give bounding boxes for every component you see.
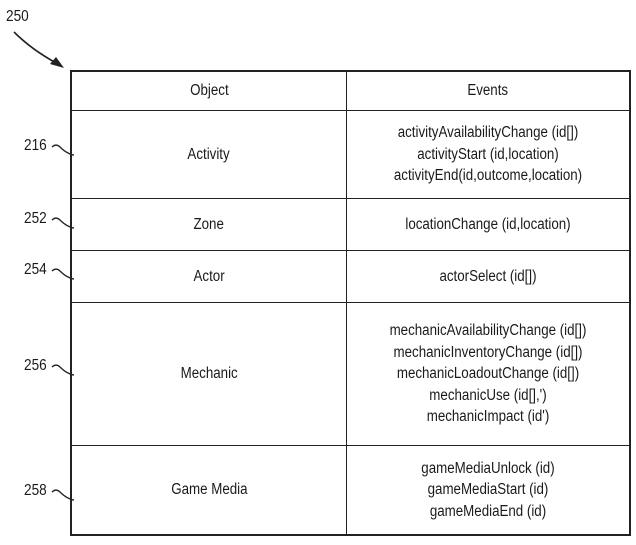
event-item: locationChange (id,location) bbox=[405, 215, 571, 233]
header-object bbox=[71, 71, 347, 111]
events-cell bbox=[347, 303, 630, 446]
event-item: mechanicUse (id[],') bbox=[429, 386, 547, 404]
header-row bbox=[71, 71, 630, 111]
object-name: Zone bbox=[193, 215, 225, 233]
object-cell bbox=[71, 199, 347, 251]
object-name: Activity bbox=[187, 145, 231, 163]
event-item: mechanicAvailabilityChange (id[]) bbox=[389, 322, 587, 340]
event-item: gameMediaStart (id) bbox=[427, 481, 549, 499]
object-cell bbox=[71, 303, 347, 446]
ref-number-activity: 216 bbox=[24, 137, 47, 154]
figure-label: 250 bbox=[6, 8, 29, 25]
event-list bbox=[347, 266, 629, 288]
table-row bbox=[71, 199, 630, 251]
table-row bbox=[71, 446, 630, 536]
events-cell bbox=[347, 111, 630, 199]
event-list bbox=[347, 214, 629, 236]
table-row bbox=[71, 251, 630, 303]
object-cell bbox=[71, 251, 347, 303]
figure-arrow bbox=[14, 32, 58, 64]
event-list bbox=[347, 122, 629, 187]
ref-number-actor: 254 bbox=[24, 261, 47, 278]
object-cell bbox=[71, 111, 347, 199]
event-item: mechanicLoadoutChange (id[]) bbox=[396, 365, 580, 383]
events-cell bbox=[347, 199, 630, 251]
object-name: Game Media bbox=[170, 481, 248, 498]
event-item: activityStart (id,location) bbox=[417, 145, 559, 163]
event-list bbox=[347, 458, 629, 523]
ref-number-mechanic: 256 bbox=[24, 357, 47, 374]
event-item: activityAvailabilityChange (id[]) bbox=[397, 124, 579, 142]
header-object-label: Object bbox=[189, 82, 229, 99]
object-cell bbox=[71, 446, 347, 536]
object-name: Actor bbox=[193, 267, 225, 285]
object-name: Mechanic bbox=[180, 365, 238, 382]
header-events bbox=[347, 71, 630, 111]
events-cell bbox=[347, 446, 630, 536]
event-item: activityEnd(id,outcome,location) bbox=[393, 167, 583, 185]
event-item: mechanicInventoryChange (id[]) bbox=[393, 343, 583, 361]
object-events-table bbox=[70, 70, 631, 536]
event-list bbox=[347, 320, 629, 428]
event-item: actorSelect (id[]) bbox=[439, 267, 537, 285]
table-row bbox=[71, 111, 630, 199]
event-item: gameMediaUnlock (id) bbox=[421, 459, 555, 477]
event-item: gameMediaEnd (id) bbox=[429, 502, 547, 520]
header-events-label: Events bbox=[467, 82, 509, 99]
figure-arrowhead bbox=[50, 57, 64, 68]
event-item: mechanicImpact (id') bbox=[426, 408, 550, 426]
table-row bbox=[71, 303, 630, 446]
ref-number-zone: 252 bbox=[24, 210, 47, 227]
ref-number-game-media: 258 bbox=[24, 482, 47, 499]
events-cell bbox=[347, 251, 630, 303]
